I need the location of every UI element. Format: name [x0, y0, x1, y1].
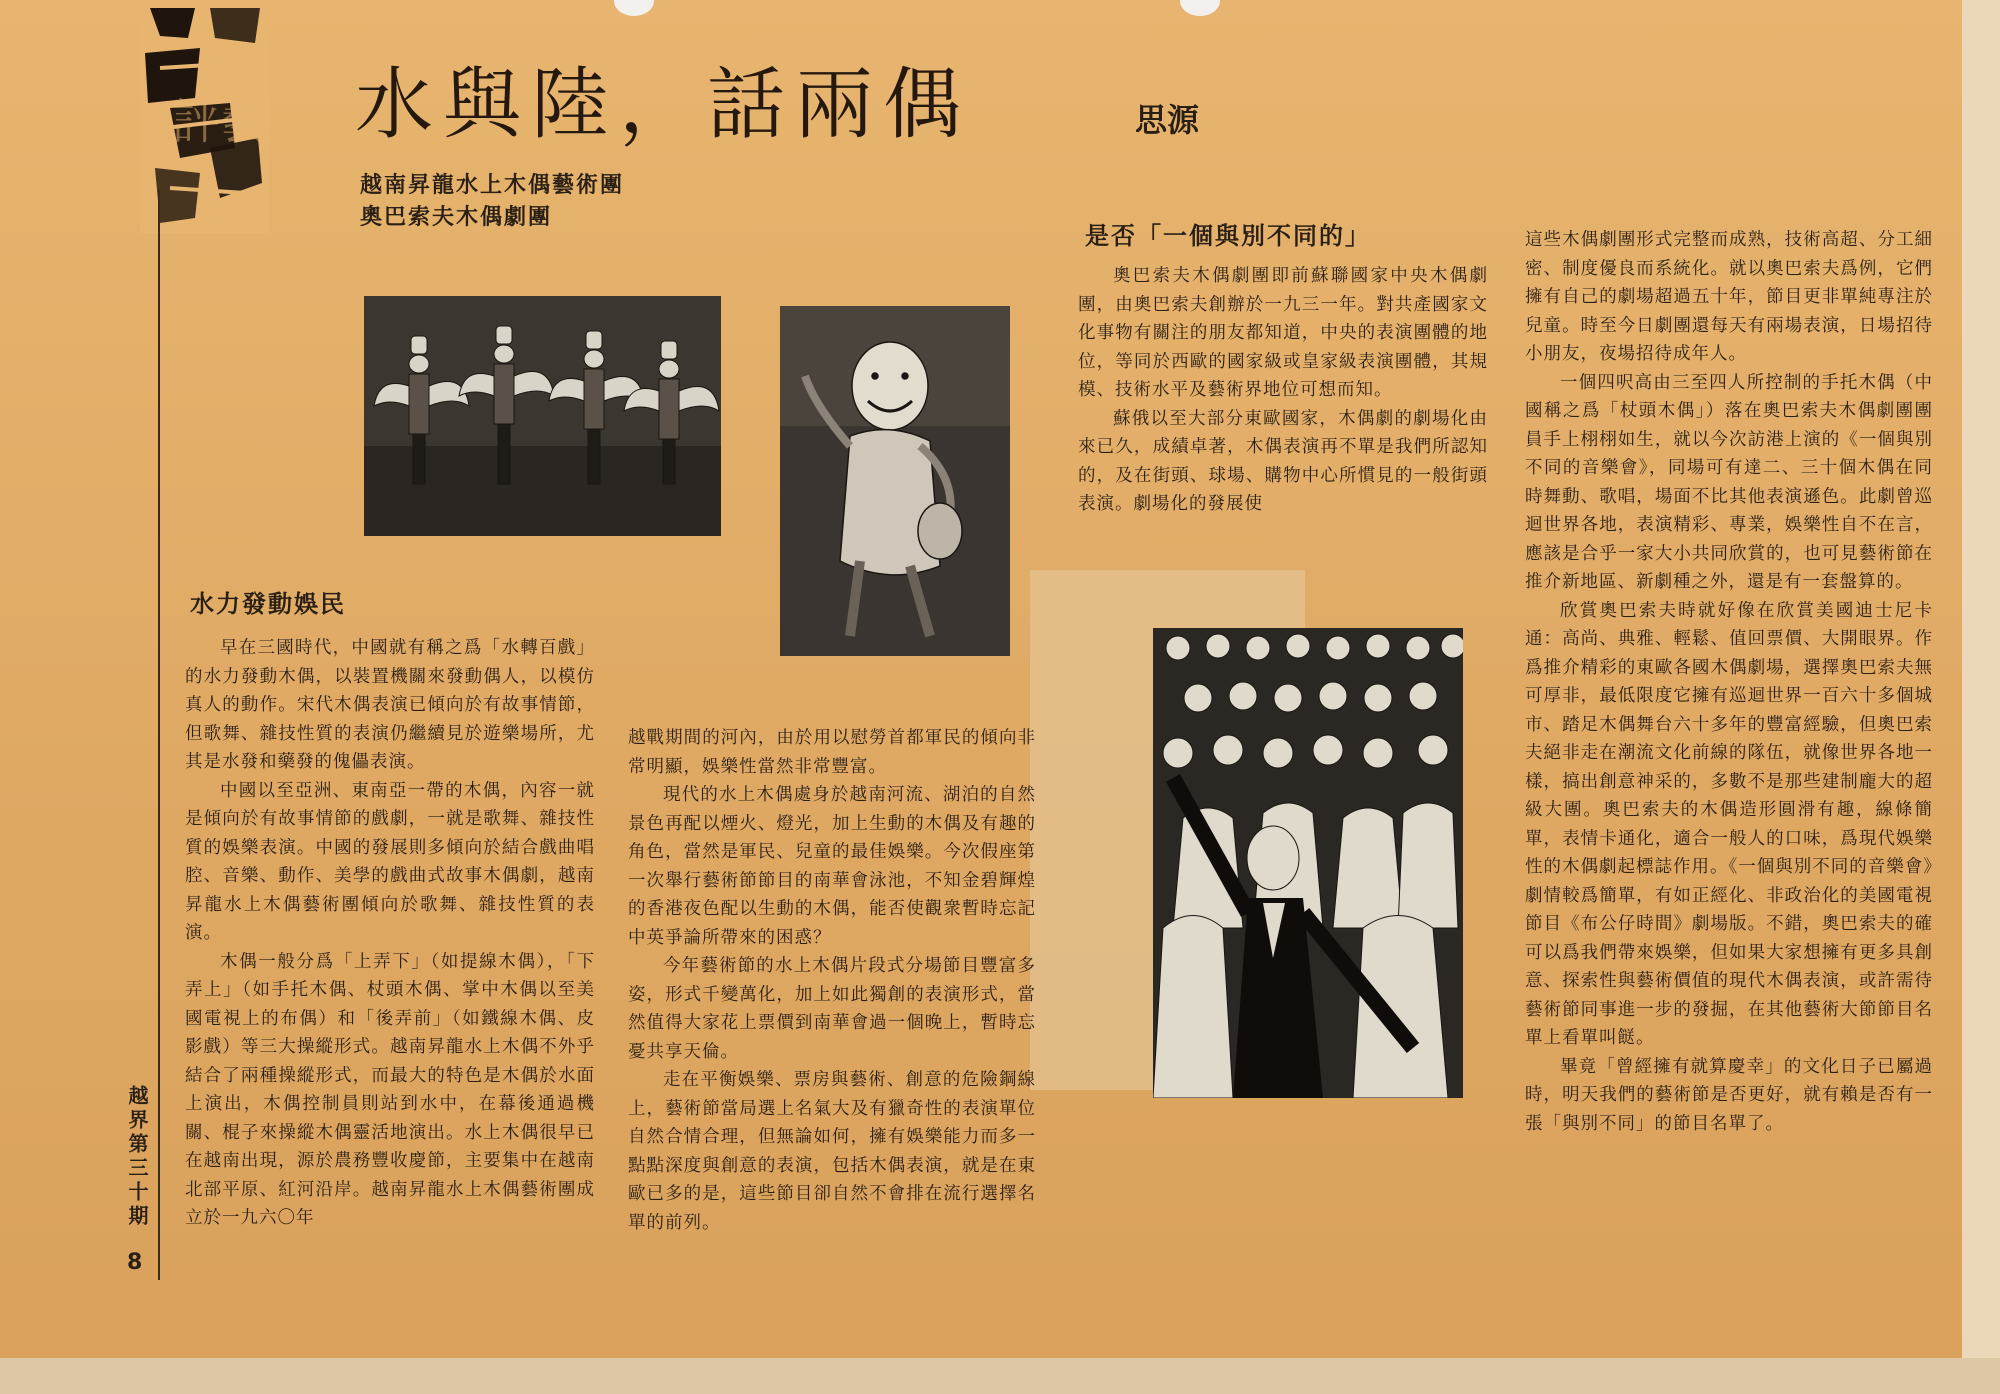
paragraph: 這些木偶劇團形式完整而成熟，技術高超、分工細密、制度優良而系統化。就以奧巴索夫爲例，它們擁有自己的劇場超過五十年，節目更非單純專注於兒童。時至今日劇團還每天有兩場表演，日場招待小朋友，夜場招待成年人。	[1525, 230, 1933, 364]
section-heading-obraztsov: 是否「一個與別不同的」	[1085, 222, 1371, 250]
masthead: 越界第三十期	[125, 1085, 149, 1229]
paragraph: 奧巴索夫木偶劇團即前蘇聯國家中央木偶劇團，由奧巴索夫創辦於一九三一年。對共產國家文化事物有關注的朋友都知道，中央的表演團體的地位，等同於西歐的國家級或皇家級表演團體，其規模、技術水平及藝術界地位可想而知。	[1078, 266, 1488, 400]
page-number: 8	[127, 1250, 143, 1275]
paragraph: 越戰期間的河內，由於用以慰勞首都軍民的傾向非常明顯，娛樂性當然非常豐富。	[628, 728, 1036, 777]
subtitle-2: 奧巴索夫木偶劇團	[360, 205, 553, 230]
paragraph: 蘇俄以至大部分東歐國家，木偶劇的劇場化由來已久，成績卓著，木偶表演再不單是我們所認知的，及在街頭、球場、購物中心所慣見的一般街頭表演。劇場化的發展使	[1078, 408, 1488, 514]
author: 思源	[1135, 101, 1200, 139]
paragraph: 畢竟「曾經擁有就算慶幸」的文化日子已屬過時，明天我們的藝術節是否更好，就有賴是否有一張「與別不同」的節目名單了。	[1525, 1056, 1933, 1134]
paragraph: 木偶一般分爲「上弄下」（如提線木偶），「下弄上」（如手托木偶、杖頭木偶、掌中木偶以至美國電視上的布偶）和「後弄前」（如鐵線木偶、皮影戲）等三大操縱形式。越南昇龍水上木偶不外乎結合了兩種操縱形式，而最大的特色是木偶於水面上演出，木偶控制員則站到水中，在幕後通過機關、棍子來操縱木偶靈活地演出。水上木偶很早已在越南出現，源於農務豐收慶節，主要集中在越南北部平原、紅河沿岸。越南昇龍水上木偶藝術團成立於一九六〇年	[185, 951, 595, 1228]
water-puppets-photo	[364, 296, 721, 536]
scan-background-right	[1962, 0, 2000, 1394]
page-title: 水與陸，話兩偶	[355, 60, 972, 150]
section-heading-water: 水力發動娛民	[190, 590, 346, 618]
column-4	[1525, 226, 1933, 1138]
logo-text: 評藝	[171, 94, 269, 150]
paragraph: 欣賞奧巴索夫時就好像在欣賞美國迪士尼卡通：高尚、典雅、輕鬆、值回票價、大開眼界。作爲推介精彩的東歐各國木偶劇場，選擇奧巴索夫無可厚非，最低限度它擁有巡迴世界一百六十多個城市、踏足木偶舞台六十多年的豐富經驗，但奧巴索夫絕非走在潮流文化前線的隊伍，就像世界各地一樣，搞出創意神采的，多數不是那些建制龐大的超級大團。奧巴索夫的木偶造形圓滑有趣，線條簡單，表情卡通化，適合一般人的口味，爲現代娛樂性的木偶劇起標誌作用。《一個與別不同的音樂會》劇情較爲簡單，有如正經化、非政治化的美國電視節目《布公仔時間》劇場版。不錯，奧巴索夫的確可以爲我們帶來娛樂，但如果大家想擁有更多具創意、探索性與藝術價值的現代木偶表演，或許需待藝術節同事進一步的發掘，在其他藝術大節節目名單上看單叫餸。	[1525, 600, 1933, 1048]
column-3	[1078, 262, 1488, 519]
choir-puppets-photo	[1153, 628, 1463, 1098]
paragraph: 今年藝術節的水上木偶片段式分場節目豐富多姿，形式千變萬化，加上如此獨創的表演形式，當然值得大家花上票價到南華會過一個晚上，暫時忘憂共享天倫。	[628, 956, 1036, 1062]
laughing-puppet-photo	[780, 306, 1010, 656]
punch-hole	[1180, 0, 1220, 16]
paragraph: 早在三國時代，中國就有稱之爲「水轉百戲」的水力發動木偶，以裝置機關來發動偶人，以模仿真人的動作。宋代木偶表演已傾向於有故事情節，但歌舞、雜技性質的表演仍繼續見於遊樂場所，尤其是水發和藥發的傀儡表演。	[185, 638, 595, 772]
punch-hole	[614, 0, 654, 16]
column-rule	[158, 190, 160, 1280]
scan-background-bottom	[0, 1358, 2000, 1394]
paragraph: 中國以至亞洲、東南亞一帶的木偶，內容一就是傾向於有故事情節的戲劇，一就是歌舞、雜技性質的娛樂表演。中國的發展則多傾向於結合戲曲唱腔、音樂、動作、美學的戲曲式故事木偶劇，越南昇龍水上木偶藝術團傾向於歌舞、雜技性質的表演。	[185, 780, 595, 943]
subtitle-1: 越南昇龍水上木偶藝術團	[360, 173, 625, 198]
paragraph: 走在平衡娛樂、票房與藝術、創意的危險鋼線上，藝術節當局選上名氣大及有獵奇性的表演單位自然合情合理，但無論如何，擁有娛樂能力而多一點點深度與創意的表演，包括木偶表演，就是在東歐已多的是，這些節目卻自然不會排在流行選擇名單的前列。	[628, 1070, 1036, 1233]
paragraph: 現代的水上木偶處身於越南河流、湖泊的自然景色再配以煙火、燈光，加上生動的木偶及有趣的角色，當然是軍民、兒童的最佳娛樂。今次假座第一次舉行藝術節節目的南華會泳池，不知金碧輝煌的香港夜色配以生動的木偶，能否使觀衆暫時忘記中英爭論所帶來的困惑？	[628, 785, 1036, 948]
column-1	[185, 634, 595, 1233]
column-2	[628, 724, 1036, 1237]
paragraph: 一個四呎高由三至四人所控制的手托木偶（中國稱之爲「杖頭木偶」）落在奧巴索夫木偶劇團團員手上栩栩如生，就以今次訪港上演的《一個與別不同的音樂會》，同場可有達二、三十個木偶在同時舞動、歌唱，場面不比其他表演遜色。此劇曾巡迴世界各地，表演精彩、專業，娛樂性自不在言，應該是合乎一家大小共同欣賞的，也可見藝術節在推介新地區、新劇種之外，還是有一套盤算的。	[1525, 372, 1933, 592]
